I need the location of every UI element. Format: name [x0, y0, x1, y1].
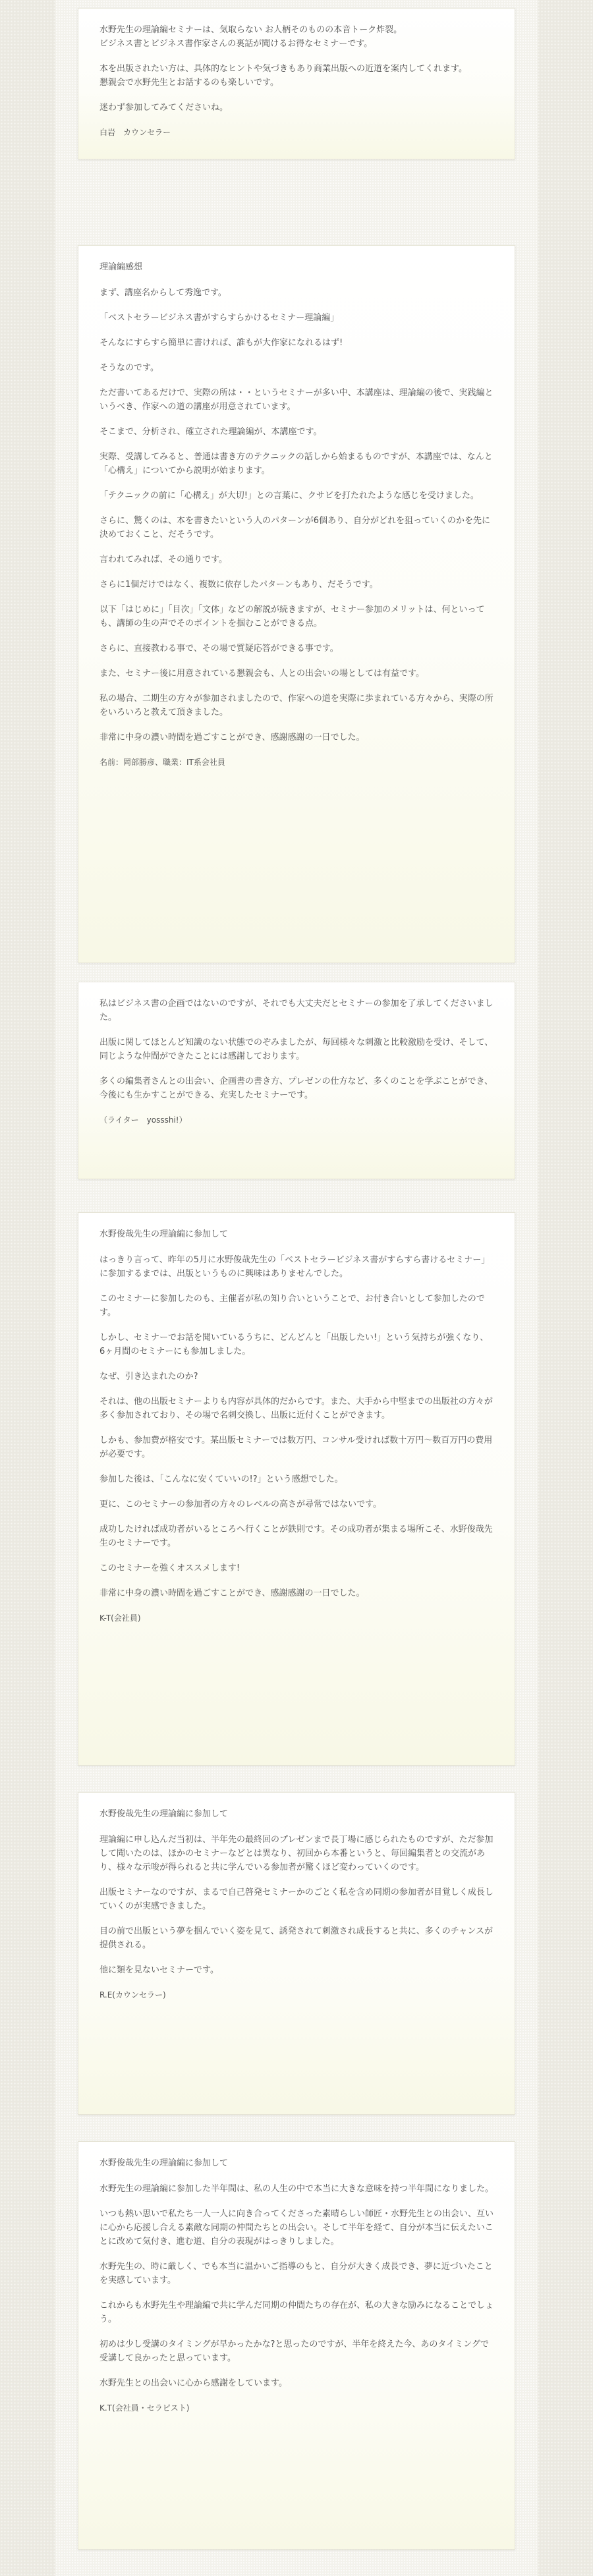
testimonial-signature: （ライター yossshi!） — [99, 1115, 187, 1125]
testimonial-paragraph: 迷わず参加してみてくださいね。 — [99, 103, 229, 113]
testimonial-card-2 — [78, 245, 515, 963]
testimonial-paragraph: まず、講座名からして秀逸です。 — [99, 288, 227, 298]
testimonial-paragraph: さらに1個だけではなく、複数に依存したパターンもあり、だそうです。 — [99, 580, 378, 590]
testimonial-signature: 名前：岡部勝彦、職業：IT系会社員 — [99, 758, 225, 767]
testimonial-signature: 白岩 カウンセラー — [99, 128, 171, 137]
testimonial-paragraph: 本を出版されたい方は、具体的なヒントや気づきもあり商業出版への近道を案内してくれます。 懇親会で水野先生とお話するのも楽しいです。 — [99, 64, 467, 88]
testimonial-signature: R.E(カウンセラー) — [99, 1990, 166, 2000]
testimonial-paragraph: 私の場合、二期生の方々が参加されましたので、作家への道を実際に歩まれている方々から、実際の所をいろいろと教えて頂きました。 — [99, 694, 494, 717]
testimonial-paragraph: そんなにすらすら簡単に書ければ、誰もが大作家になれるはず! — [99, 338, 343, 348]
testimonial-heading: 水野俊哉先生の理論編に参加して — [99, 2158, 229, 2168]
testimonial-paragraph: 「テクニックの前に「心構え」が大切!」との言葉に、クサビを打たれたような感じを受けました。 — [99, 491, 479, 501]
testimonial-paragraph: さらに、直接教わる事で、その場で質疑応答ができる事です。 — [99, 644, 339, 654]
testimonial-paragraph: 水野先生との出会いに心から感謝をしています。 — [99, 2378, 287, 2388]
testimonial-paragraph: 成功したければ成功者がいるところへ行くことが鉄則です。その成功者が集まる場所こそ、水野俊哉先生のセミナーです。 — [99, 1525, 493, 1548]
testimonial-card-5 — [78, 1792, 515, 2115]
testimonial-paragraph: 実際、受講してみると、普通は書き方のテクニックの話しから始まるものですが、本講座では、なんと「心構え」についてから説明が始まります。 — [99, 452, 493, 476]
testimonial-heading: 水野俊哉先生の理論編に参加して — [99, 1229, 229, 1239]
testimonial-paragraph: なぜ、引き込まれたのか? — [99, 1372, 198, 1382]
testimonial-paragraph: 水野先生の、時に厳しく、でも本当に温かいご指導のもと、自分が大きく成長でき、夢に近づいたことを実感しています。 — [99, 2262, 493, 2285]
testimonial-signature: K-T(会社員) — [99, 1613, 141, 1623]
testimonial-card-3 — [78, 982, 515, 1179]
testimonial-card-1 — [78, 8, 515, 159]
testimonial-paragraph: 非常に中身の濃い時間を過ごすことができ、感謝感謝の一日でした。 — [99, 733, 365, 742]
testimonial-paragraph: いつも熱い思いで私たち一人一人に向き合ってくださった素晴らしい師匠・水野先生との出会い、互いに心から応援し合える素敵な同期の仲間たちとの出会い。そして半年を経て、自分が本当に伝えたいことに改めて気付き、進む道、自分の表現がはっきりしました。 — [99, 2209, 494, 2247]
testimonial-paragraph: 参加した後は、「こんなに安くていいの!?」という感想でした。 — [99, 1474, 343, 1484]
testimonial-heading: 理論編感想 — [99, 262, 143, 272]
testimonial-card-6 — [78, 2141, 515, 2550]
testimonial-paragraph: しかも、参加費が格安です。某出版セミナーでは数万円、コンサル受ければ数十万円～数百万円の費用が必要です。 — [99, 1436, 493, 1459]
testimonial-signature: K.T(会社員・セラピスト) — [99, 2403, 190, 2413]
testimonial-paragraph: 理論編に申し込んだ当初は、半年先の最終回のプレゼンまで長丁場に感じられたものですが、ただ参加して聞いたのは、ほかのセミナーなどとは異なり、初回から本番というと、毎回編集者との交流があり、様々な示唆が得られると共に学んでいる参加者が驚くほど変わっていくのです。 — [99, 1835, 494, 1872]
testimonial-paragraph: 出版に関してほとんど知識のない状態でのぞみましたが、毎回様々な刺激と比較激励を受け、そして、同じような仲間ができたことには感謝しております。 — [99, 1038, 494, 1061]
testimonial-paragraph: そうなのです。 — [99, 363, 159, 373]
testimonial-card-4 — [78, 1212, 515, 1766]
testimonial-paragraph: 多くの編集者さんとの出会い、企画書の書き方、プレゼンの仕方など、多くのことを学ぶことができ、今後にも生かすことができる、充実したセミナーです。 — [99, 1077, 493, 1100]
testimonial-paragraph: 水野先生の理論編に参加した半年間は、私の人生の中で本当に大きな意味を持つ半年間になりました。 — [99, 2184, 494, 2194]
testimonial-paragraph: 非常に中身の濃い時間を過ごすことができ、感謝感謝の一日でした。 — [99, 1588, 365, 1598]
testimonial-paragraph: 初めは少し受講のタイミングが早かったかな?と思ったのですが、半年を終えた今、あのタイミングで受講して良かったと思っています。 — [99, 2339, 489, 2363]
testimonial-paragraph: 私はビジネス書の企画ではないのですが、それでも大丈夫だとセミナーの参加を了承してくださいました。 — [99, 999, 494, 1022]
testimonial-paragraph: また、セミナー後に用意されている懇親会も、人との出会いの場としては有益です。 — [99, 669, 424, 679]
testimonial-paragraph: 水野先生の理論編セミナーは、気取らない お人柄そのものの本音トーク炸裂。 ビジネス書とビジネス書作家さんの裏話が聞けるお得なセミナーです。 — [99, 25, 403, 49]
testimonial-paragraph: はっきり言って、昨年の5月に水野俊哉先生の「ベストセラービジネス書がすらすら書けるセミナー」に参加するまでは、出版というものに興味はありませんでした。 — [99, 1255, 490, 1279]
testimonial-paragraph: さらに、驚くのは、本を書きたいという人のパターンが6個あり、自分がどれを狙っていくのかを先に決めておくこと、だそうです。 — [99, 516, 491, 540]
testimonial-paragraph: 以下「はじめに」「目次」「文体」などの解説が続きますが、セミナー参加のメリットは、何といっても、講師の生の声でそのポイントを掴むことができる点。 — [99, 605, 485, 629]
testimonial-paragraph: これからも水野先生や理論編で共に学んだ同期の仲間たちの存在が、私の大きな励みになることでしょう。 — [99, 2301, 494, 2324]
testimonial-heading: 水野俊哉先生の理論編に参加して — [99, 1809, 229, 1819]
testimonial-paragraph: 「ベストセラービジネス書がすらすらかけるセミナー理論編」 — [99, 313, 339, 323]
testimonial-paragraph: 目の前で出版という夢を掴んでいく姿を見て、誘発されて刺激され成長すると共に、多くのチャンスが提供される。 — [99, 1926, 493, 1950]
testimonial-paragraph: このセミナーに参加したのも、主催者が私の知り合いということで、お付き合いとして参加したのです。 — [99, 1294, 485, 1318]
testimonial-paragraph: 言われてみれば、その通りです。 — [99, 555, 227, 565]
testimonial-paragraph: そこまで、分析され、確立された理論編が、本講座です。 — [99, 427, 322, 437]
testimonial-paragraph: 出版セミナーなのですが、まるで自己啓発セミナーかのごとく私を含め同期の参加者が目覚しく成長していくのが実感できました。 — [99, 1888, 494, 1911]
testimonial-paragraph: このセミナーを強くオススメします! — [99, 1563, 240, 1573]
testimonial-paragraph: 更に、このセミナーの参加者の方々のレベルの高さが尋常ではないです。 — [99, 1499, 381, 1509]
testimonial-paragraph: しかし、セミナーでお話を聞いているうちに、どんどんと「出版したい!」という気持ちが強くなり、6ヶ月間のセミナーにも参加しました。 — [99, 1333, 489, 1357]
testimonial-paragraph: 他に類を見ないセミナーです。 — [99, 1965, 219, 1975]
testimonial-paragraph: それは、他の出版セミナーよりも内容が具体的だからです。また、大手から中堅までの出版社の方々が多く参加されており、その場で名刺交換し、出版に近付くことができます。 — [99, 1397, 493, 1420]
testimonial-paragraph: ただ書いてあるだけで、実際の所は・・というセミナーが多い中、本講座は、理論編の後で、実践編というべき、作家への道の講座が用意されています。 — [99, 388, 494, 412]
